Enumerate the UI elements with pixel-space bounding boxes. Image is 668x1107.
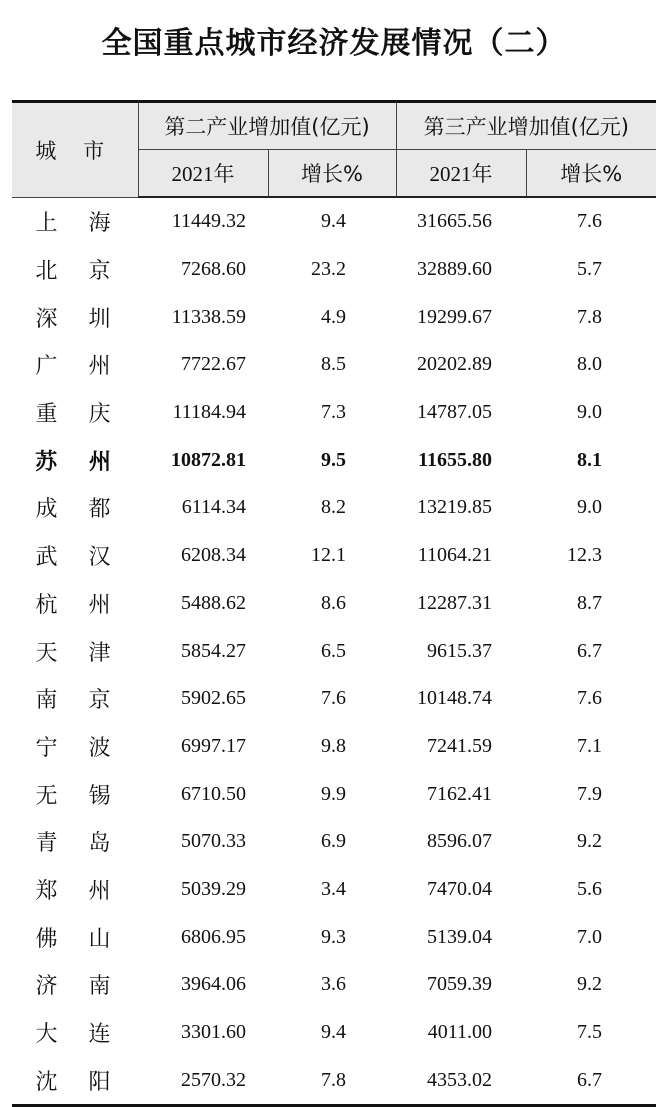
- tertiary-growth-cell: 6.7: [526, 1056, 656, 1105]
- tertiary-value-cell: 4011.00: [427, 1021, 493, 1044]
- city-name-cell: 北 京: [35, 259, 123, 285]
- tertiary-growth-cell: 9.0: [577, 496, 603, 519]
- tertiary-growth-cell: 9.2: [577, 830, 603, 853]
- secondary-growth-cell: 6.9: [321, 830, 347, 853]
- tertiary-growth-cell: 8.1: [577, 448, 603, 471]
- table-row: [12, 866, 656, 914]
- secondary-value-cell: 10872.81: [171, 448, 246, 471]
- secondary-growth-cell: 9.8: [321, 734, 347, 757]
- table-row: [12, 675, 656, 723]
- page-title: 全国重点城市经济发展情况（二）: [101, 26, 567, 61]
- table-row: [12, 580, 656, 628]
- secondary-value-cell: 5070.33: [181, 830, 246, 853]
- tertiary-value-cell: 9615.37: [427, 639, 493, 662]
- header-secondary-growth: 增长%: [268, 150, 396, 198]
- secondary-growth-cell: 6.5: [321, 639, 347, 662]
- tertiary-growth-cell: 5.7: [577, 258, 603, 281]
- city-name-cell: 郑 州: [35, 878, 123, 904]
- secondary-value-cell: 6208.34: [181, 544, 246, 567]
- secondary-value-cell: 6114.34: [181, 496, 246, 519]
- city-name-cell: 宁 波: [35, 735, 123, 761]
- table-row: [12, 246, 656, 294]
- tertiary-growth-cell: 9.0: [577, 401, 603, 424]
- table-row: [12, 532, 656, 580]
- tertiary-value-cell: 19299.67: [417, 305, 493, 328]
- secondary-growth-cell: 3.6: [321, 973, 347, 996]
- secondary-value-cell: 5039.29: [181, 877, 246, 900]
- city-name-cell: 苏 州: [35, 449, 123, 475]
- tertiary-growth-cell: 7.0: [577, 925, 603, 948]
- secondary-value-cell: 7268.60: [181, 258, 246, 281]
- city-economy-table: [12, 100, 656, 1107]
- tertiary-value-cell: 20202.89: [417, 353, 493, 376]
- tertiary-value-cell: 7241.59: [427, 734, 493, 757]
- header-tertiary-growth: 增长%: [526, 150, 656, 198]
- tertiary-value-cell: 10148.74: [417, 687, 493, 710]
- header-tertiary-year: 2021年: [396, 150, 526, 198]
- secondary-growth-cell: 8.5: [321, 353, 347, 376]
- secondary-growth-cell: 7.8: [268, 1056, 396, 1105]
- table-row: [12, 770, 656, 818]
- tertiary-value-cell: 14787.05: [417, 401, 493, 424]
- secondary-value-cell: 3964.06: [181, 973, 246, 996]
- tertiary-value-cell: 32889.60: [417, 258, 493, 281]
- table-row: [12, 389, 656, 437]
- secondary-growth-cell: 12.1: [311, 544, 347, 567]
- city-name-cell: 上 海: [35, 211, 123, 237]
- secondary-value-cell: 11449.32: [171, 210, 246, 233]
- tertiary-value-cell: 7162.41: [427, 782, 493, 805]
- secondary-value-cell: 5488.62: [181, 591, 246, 614]
- city-name-cell: 沈 阳: [12, 1056, 138, 1105]
- city-name-cell: 深 圳: [35, 306, 123, 332]
- tertiary-value-cell: 8596.07: [427, 830, 493, 853]
- secondary-value-cell: 11184.94: [172, 401, 246, 424]
- table-row: [12, 723, 656, 771]
- table-row: [12, 1056, 656, 1105]
- tertiary-value-cell: 5139.04: [427, 925, 493, 948]
- secondary-growth-cell: 8.6: [321, 591, 347, 614]
- tertiary-value-cell: 7059.39: [427, 973, 493, 996]
- table-row: [12, 341, 656, 389]
- table-row: [12, 818, 656, 866]
- secondary-growth-cell: 9.5: [321, 448, 347, 471]
- city-name-cell: 佛 山: [35, 926, 123, 952]
- tertiary-value-cell: 7470.04: [427, 877, 493, 900]
- city-name-cell: 济 南: [35, 974, 123, 1000]
- header-city: 城 市: [12, 102, 138, 198]
- city-name-cell: 杭 州: [35, 592, 123, 618]
- tertiary-growth-cell: 6.7: [577, 639, 603, 662]
- secondary-growth-cell: 9.4: [321, 1021, 347, 1044]
- city-name-cell: 南 京: [35, 688, 123, 714]
- tertiary-growth-cell: 7.6: [577, 210, 603, 233]
- header-secondary-year: 2021年: [138, 150, 268, 198]
- secondary-growth-cell: 7.3: [321, 401, 347, 424]
- secondary-growth-cell: 9.3: [321, 925, 347, 948]
- tertiary-value-cell: 12287.31: [417, 591, 493, 614]
- header-secondary-industry: 第二产业增加值(亿元): [138, 102, 396, 150]
- city-name-cell: 天 津: [35, 640, 123, 666]
- secondary-value-cell: 7722.67: [181, 353, 246, 376]
- secondary-growth-cell: 3.4: [321, 877, 347, 900]
- secondary-growth-cell: 9.4: [321, 210, 347, 233]
- secondary-growth-cell: 23.2: [311, 258, 347, 281]
- city-name-cell: 武 汉: [35, 545, 123, 571]
- secondary-growth-cell: 7.6: [321, 687, 347, 710]
- tertiary-growth-cell: 7.1: [577, 734, 603, 757]
- secondary-value-cell: 6997.17: [181, 734, 246, 757]
- tertiary-growth-cell: 9.2: [577, 973, 603, 996]
- city-name-cell: 青 岛: [35, 831, 123, 857]
- secondary-value-cell: 3301.60: [181, 1021, 246, 1044]
- table-row: [12, 913, 656, 961]
- tertiary-growth-cell: 7.9: [577, 782, 603, 805]
- tertiary-growth-cell: 8.0: [577, 353, 603, 376]
- table-row: [12, 436, 656, 484]
- table-row: [12, 197, 656, 246]
- tertiary-value-cell: 11655.80: [418, 448, 493, 471]
- city-name-cell: 成 都: [35, 497, 123, 523]
- table-body: [12, 197, 656, 1106]
- tertiary-growth-cell: 7.6: [577, 687, 603, 710]
- city-name-cell: 广 州: [35, 354, 123, 380]
- secondary-growth-cell: 9.9: [321, 782, 347, 805]
- secondary-value-cell: 5854.27: [181, 639, 246, 662]
- secondary-value-cell: 6806.95: [181, 925, 246, 948]
- secondary-value-cell: 2570.32: [138, 1056, 268, 1105]
- secondary-value-cell: 6710.50: [181, 782, 246, 805]
- table-row: [12, 293, 656, 341]
- secondary-growth-cell: 8.2: [321, 496, 347, 519]
- tertiary-growth-cell: 7.8: [577, 305, 603, 328]
- header-tertiary-industry: 第三产业增加值(亿元): [396, 102, 656, 150]
- tertiary-value-cell: 4353.02: [396, 1056, 526, 1105]
- city-name-cell: 无 锡: [35, 783, 123, 809]
- tertiary-value-cell: 11064.21: [417, 544, 493, 567]
- tertiary-value-cell: 13219.85: [417, 496, 493, 519]
- tertiary-value-cell: 31665.56: [417, 210, 493, 233]
- city-name-cell: 大 连: [35, 1022, 123, 1048]
- tertiary-growth-cell: 7.5: [577, 1021, 603, 1044]
- table-row: [12, 627, 656, 675]
- city-name-cell: 重 庆: [35, 402, 123, 428]
- secondary-growth-cell: 4.9: [321, 305, 347, 328]
- secondary-value-cell: 5902.65: [181, 687, 246, 710]
- tertiary-growth-cell: 5.6: [577, 877, 603, 900]
- secondary-value-cell: 11338.59: [171, 305, 246, 328]
- tertiary-growth-cell: 12.3: [567, 544, 603, 567]
- table-row: [12, 484, 656, 532]
- table-row: [12, 1009, 656, 1057]
- table-row: [12, 961, 656, 1009]
- tertiary-growth-cell: 8.7: [577, 591, 603, 614]
